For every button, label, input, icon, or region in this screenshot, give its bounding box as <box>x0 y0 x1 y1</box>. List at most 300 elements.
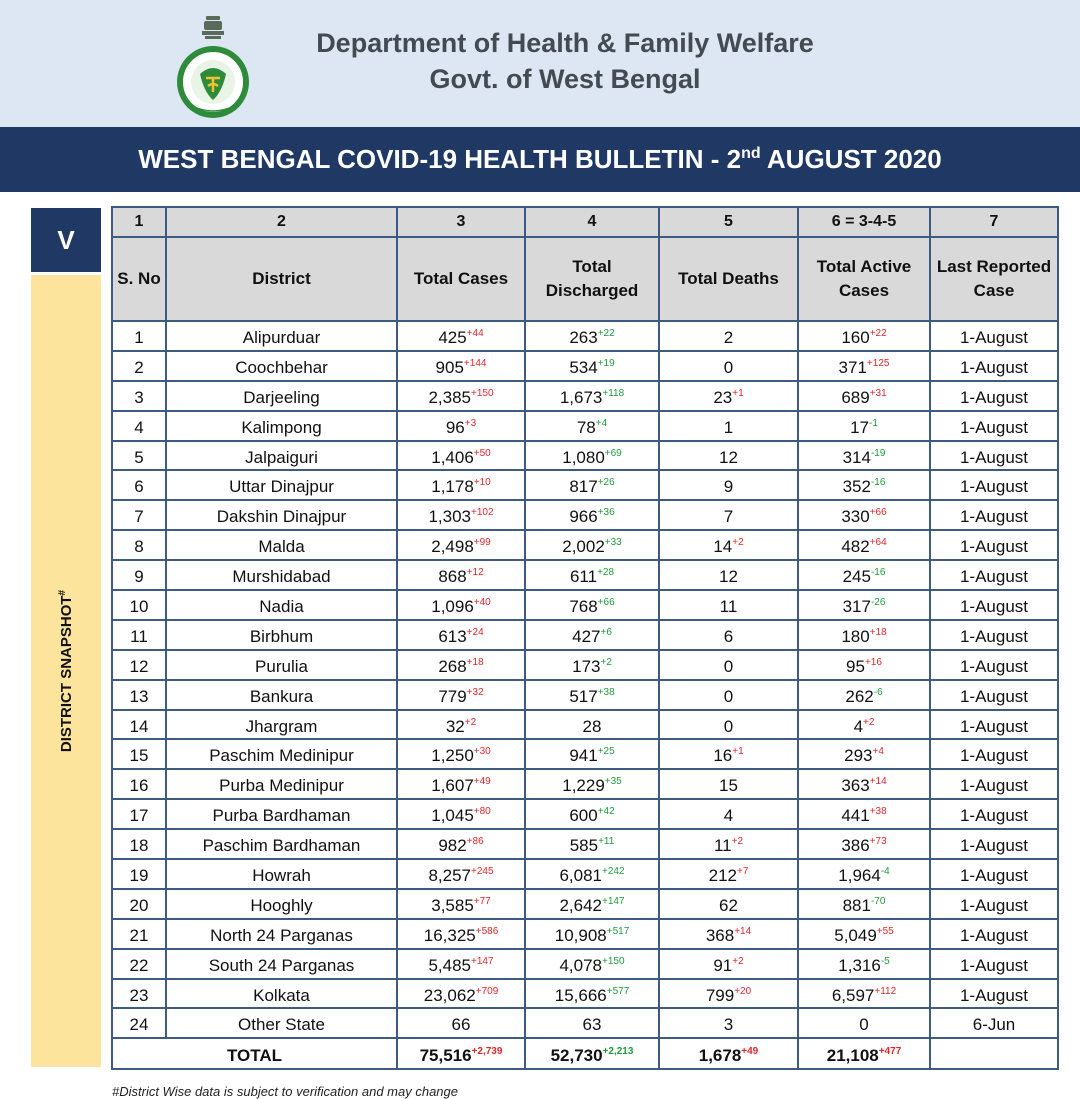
cases-cell <box>397 829 525 859</box>
district-cell: Kolkata <box>166 979 397 1009</box>
table-row <box>112 411 1058 441</box>
total-deaths-delta: +49 <box>741 1045 759 1057</box>
column-number: 5 <box>659 207 798 237</box>
discharged-cell <box>525 919 659 949</box>
table-row <box>112 381 1058 411</box>
total-cases-delta: +2,739 <box>471 1045 503 1057</box>
last-reported-cell: 1-August <box>930 321 1058 351</box>
active-cell-delta: -16 <box>870 567 886 579</box>
active-cell <box>798 1008 930 1038</box>
deaths-cell <box>659 919 798 949</box>
column-number: 1 <box>112 207 166 237</box>
sno-cell: 23 <box>112 979 166 1009</box>
discharged-cell-delta: +4 <box>595 417 608 429</box>
sno-cell: 19 <box>112 859 166 889</box>
active-cell <box>798 321 930 351</box>
cases-cell <box>397 710 525 740</box>
deaths-cell <box>659 680 798 710</box>
deaths-cell-value: 12 <box>719 447 738 467</box>
deaths-cell-value: 7 <box>723 507 734 527</box>
cases-cell-value: 1,178 <box>431 477 474 497</box>
table-row <box>112 321 1058 351</box>
discharged-cell-value: 6,081 <box>559 865 602 885</box>
table-row <box>112 979 1058 1009</box>
deaths-cell-value: 799 <box>705 985 735 1005</box>
cases-cell-delta: +3 <box>464 417 477 429</box>
discharged-cell-delta: +69 <box>604 447 622 459</box>
column-header-district: District <box>166 237 397 321</box>
last-reported-cell: 1-August <box>930 919 1058 949</box>
last-reported-cell: 1-August <box>930 949 1058 979</box>
sno-cell: 6 <box>112 470 166 500</box>
table-row <box>112 710 1058 740</box>
deaths-cell-delta: +2 <box>732 955 744 967</box>
discharged-cell-value: 63 <box>582 1015 602 1035</box>
active-cell <box>798 739 930 769</box>
last-reported-cell: 1-August <box>930 979 1058 1009</box>
table-row <box>112 530 1058 560</box>
total-active-delta: +477 <box>878 1045 902 1057</box>
discharged-cell <box>525 799 659 829</box>
active-cell <box>798 441 930 471</box>
sno-cell: 15 <box>112 739 166 769</box>
cases-cell-value: 3,585 <box>431 895 474 915</box>
discharged-cell-delta: +2 <box>600 656 612 668</box>
table-row <box>112 620 1058 650</box>
active-cell-value: 689 <box>841 387 870 407</box>
deaths-cell <box>659 1008 798 1038</box>
cases-cell-value: 1,607 <box>431 776 474 796</box>
table-row <box>112 680 1058 710</box>
column-header-total-deaths: Total Deaths <box>659 237 798 321</box>
cases-cell-delta: +99 <box>473 537 491 549</box>
table-row <box>112 560 1058 590</box>
deaths-cell-value: 15 <box>719 776 738 796</box>
last-reported-cell: 1-August <box>930 351 1058 381</box>
sno-cell: 22 <box>112 949 166 979</box>
deaths-cell <box>659 321 798 351</box>
district-cell: Kalimpong <box>166 411 397 441</box>
cases-cell <box>397 680 525 710</box>
deaths-cell <box>659 859 798 889</box>
active-cell-delta: +64 <box>869 537 887 549</box>
last-reported-cell: 6-Jun <box>930 1008 1058 1038</box>
discharged-cell <box>525 620 659 650</box>
cases-cell-delta: +86 <box>466 836 484 848</box>
government-emblem-logo <box>170 12 256 120</box>
cases-cell-value: 1,045 <box>431 806 474 826</box>
discharged-cell-value: 1,229 <box>562 776 605 796</box>
last-reported-cell: 1-August <box>930 530 1058 560</box>
column-number: 3 <box>397 207 525 237</box>
active-cell-delta: -1 <box>869 417 878 429</box>
cases-cell <box>397 321 525 351</box>
sno-cell: 10 <box>112 590 166 620</box>
active-cell <box>798 859 930 889</box>
table-body <box>112 321 1058 1069</box>
cases-cell-delta: +147 <box>471 955 494 967</box>
active-cell-delta: +66 <box>869 507 887 519</box>
cases-cell-delta: +40 <box>473 596 491 608</box>
table-row <box>112 500 1058 530</box>
total-label: TOTAL <box>112 1038 397 1069</box>
deaths-cell <box>659 799 798 829</box>
active-cell-value: 6,597 <box>831 985 875 1005</box>
deaths-cell-value: 0 <box>723 716 734 736</box>
active-cell <box>798 799 930 829</box>
active-cell <box>798 560 930 590</box>
active-cell <box>798 530 930 560</box>
sno-cell: 16 <box>112 769 166 799</box>
active-cell-delta: +112 <box>874 985 897 997</box>
discharged-cell-value: 534 <box>569 357 598 377</box>
active-cell-value: 1,964 <box>838 865 881 885</box>
district-cell: Jalpaiguri <box>166 441 397 471</box>
column-number: 7 <box>930 207 1058 237</box>
total-deaths-cell <box>659 1038 798 1069</box>
discharged-cell-delta: +33 <box>604 537 622 549</box>
cases-cell <box>397 441 525 471</box>
cases-cell-value: 1,250 <box>431 746 474 766</box>
table-row <box>112 590 1058 620</box>
discharged-cell <box>525 859 659 889</box>
discharged-cell-delta: +26 <box>597 477 615 489</box>
cases-cell-delta: +102 <box>471 507 494 519</box>
sno-cell: 1 <box>112 321 166 351</box>
column-header-row <box>112 237 1058 321</box>
table-row <box>112 470 1058 500</box>
cases-cell-value: 905 <box>435 357 464 377</box>
discharged-cell-delta: +25 <box>597 746 615 758</box>
cases-cell-delta: +80 <box>473 806 491 818</box>
active-cell-value: 160 <box>841 327 870 347</box>
discharged-cell-value: 966 <box>569 507 598 527</box>
discharged-cell-delta: +19 <box>597 357 615 369</box>
cases-cell-value: 268 <box>438 656 467 676</box>
cases-cell-value: 23,062 <box>423 985 476 1005</box>
sno-cell: 18 <box>112 829 166 859</box>
last-reported-cell: 1-August <box>930 381 1058 411</box>
discharged-cell <box>525 411 659 441</box>
sno-cell: 7 <box>112 500 166 530</box>
department-title <box>270 25 860 97</box>
column-header-sno: S. No <box>112 237 166 321</box>
cases-cell-value: 982 <box>438 836 467 856</box>
active-cell-value: 1,316 <box>838 955 881 975</box>
active-cell-delta: +14 <box>869 776 887 788</box>
active-cell-delta: +73 <box>869 836 887 848</box>
cases-cell-value: 2,385 <box>428 387 471 407</box>
discharged-cell-value: 585 <box>569 836 599 856</box>
cases-cell <box>397 859 525 889</box>
deaths-cell-value: 2 <box>723 327 734 347</box>
discharged-cell-value: 2,002 <box>562 537 605 557</box>
deaths-cell-delta: +20 <box>734 985 752 997</box>
column-header-total-active: Total Active Cases <box>798 237 930 321</box>
discharged-cell-value: 611 <box>569 567 598 587</box>
discharged-cell <box>525 590 659 620</box>
column-number: 4 <box>525 207 659 237</box>
district-cell: Other State <box>166 1008 397 1038</box>
district-cell: South 24 Parganas <box>166 949 397 979</box>
column-number: 2 <box>166 207 397 237</box>
active-cell-value: 17 <box>850 417 869 437</box>
section-label-text: DISTRICT SNAPSHOT <box>58 595 75 753</box>
sno-cell: 5 <box>112 441 166 471</box>
section-label <box>57 590 75 752</box>
discharged-cell <box>525 321 659 351</box>
active-cell-delta: +38 <box>869 806 887 818</box>
cases-cell-delta: +150 <box>471 387 494 399</box>
discharged-cell-value: 15,666 <box>554 985 607 1005</box>
district-snapshot-table <box>111 206 1059 1070</box>
active-cell-delta: +55 <box>876 925 894 937</box>
discharged-cell <box>525 829 659 859</box>
active-cell-value: 352 <box>842 477 871 497</box>
discharged-cell-value: 2,642 <box>559 895 602 915</box>
district-cell: Nadia <box>166 590 397 620</box>
deaths-cell-value: 12 <box>719 567 738 587</box>
deaths-cell-value: 62 <box>719 895 738 915</box>
deaths-cell-value: 91 <box>713 955 733 975</box>
total-discharged: 52,730 <box>550 1045 603 1065</box>
active-cell-value: 180 <box>841 626 870 646</box>
active-cell-value: 317 <box>842 596 871 616</box>
total-cases-cell <box>397 1038 525 1069</box>
cases-cell <box>397 351 525 381</box>
deaths-cell <box>659 769 798 799</box>
sno-cell: 24 <box>112 1008 166 1038</box>
table-row <box>112 441 1058 471</box>
deaths-cell-value: 14 <box>713 537 733 557</box>
cases-cell-delta: +586 <box>475 925 499 937</box>
active-cell-value: 95 <box>846 656 865 676</box>
sno-cell: 20 <box>112 889 166 919</box>
district-cell: Paschim Medinipur <box>166 739 397 769</box>
active-cell <box>798 590 930 620</box>
active-cell-value: 441 <box>841 806 870 826</box>
column-header-last-reported: Last Reported Case <box>930 237 1058 321</box>
last-reported-cell: 1-August <box>930 411 1058 441</box>
cases-cell-value: 1,303 <box>428 507 471 527</box>
discharged-cell-delta: +577 <box>606 985 630 997</box>
discharged-cell-value: 4,078 <box>559 955 602 975</box>
discharged-cell <box>525 351 659 381</box>
deaths-cell <box>659 381 798 411</box>
discharged-cell-value: 28 <box>582 716 602 736</box>
total-last-reported <box>930 1038 1058 1069</box>
active-cell-value: 262 <box>845 686 874 706</box>
district-cell: Coochbehar <box>166 351 397 381</box>
active-cell <box>798 411 930 441</box>
discharged-cell <box>525 470 659 500</box>
cases-cell-value: 16,325 <box>423 925 476 945</box>
discharged-cell <box>525 560 659 590</box>
cases-cell-value: 96 <box>445 417 465 437</box>
discharged-cell-value: 78 <box>576 417 596 437</box>
table-row <box>112 919 1058 949</box>
active-cell-value: 4 <box>853 716 864 736</box>
active-cell-delta: +31 <box>869 387 887 399</box>
deaths-cell <box>659 889 798 919</box>
active-cell <box>798 500 930 530</box>
active-cell <box>798 829 930 859</box>
active-cell-delta: +2 <box>863 716 875 728</box>
cases-cell-delta: +245 <box>471 865 494 877</box>
district-cell: Purba Bardhaman <box>166 799 397 829</box>
sno-cell: 3 <box>112 381 166 411</box>
active-cell-value: 5,049 <box>834 925 877 945</box>
active-cell <box>798 710 930 740</box>
deaths-cell-value: 1 <box>723 417 734 437</box>
column-number-row <box>112 207 1058 237</box>
cases-cell-value: 2,498 <box>431 537 474 557</box>
sno-cell: 4 <box>112 411 166 441</box>
cases-cell <box>397 799 525 829</box>
discharged-cell-value: 427 <box>572 626 601 646</box>
last-reported-cell: 1-August <box>930 889 1058 919</box>
active-cell <box>798 351 930 381</box>
active-cell <box>798 620 930 650</box>
sno-cell: 9 <box>112 560 166 590</box>
sno-cell: 8 <box>112 530 166 560</box>
table-row <box>112 650 1058 680</box>
discharged-cell <box>525 769 659 799</box>
cases-cell-value: 779 <box>438 686 467 706</box>
discharged-cell-delta: +150 <box>602 955 625 967</box>
cases-cell <box>397 590 525 620</box>
discharged-cell <box>525 949 659 979</box>
total-discharged-cell <box>525 1038 659 1069</box>
deaths-cell <box>659 979 798 1009</box>
district-cell: Howrah <box>166 859 397 889</box>
sno-cell: 2 <box>112 351 166 381</box>
discharged-cell-value: 941 <box>569 746 598 766</box>
cases-cell-delta: +50 <box>473 447 491 459</box>
district-cell: Malda <box>166 530 397 560</box>
cases-cell <box>397 470 525 500</box>
district-cell: Uttar Dinajpur <box>166 470 397 500</box>
discharged-cell-value: 1,080 <box>562 447 605 467</box>
deaths-cell-delta: +2 <box>731 836 744 848</box>
total-cases: 75,516 <box>419 1045 472 1065</box>
deaths-cell-value: 3 <box>723 1015 734 1035</box>
deaths-cell <box>659 829 798 859</box>
deaths-cell <box>659 560 798 590</box>
active-cell-delta: -5 <box>880 955 890 967</box>
discharged-cell-delta: +36 <box>597 507 615 519</box>
active-cell <box>798 769 930 799</box>
cases-cell <box>397 381 525 411</box>
cases-cell <box>397 1008 525 1038</box>
cases-cell <box>397 889 525 919</box>
district-cell: Murshidabad <box>166 560 397 590</box>
district-cell: Birbhum <box>166 620 397 650</box>
cases-cell-value: 868 <box>438 567 467 587</box>
discharged-cell-value: 817 <box>569 477 598 497</box>
cases-cell-delta: +144 <box>463 357 487 369</box>
discharged-cell-value: 10,908 <box>554 925 607 945</box>
government-name: Govt. of West Bengal <box>429 64 701 94</box>
section-label-mark: # <box>57 589 68 596</box>
deaths-cell <box>659 650 798 680</box>
active-cell <box>798 381 930 411</box>
active-cell-value: 482 <box>841 537 870 557</box>
total-active: 21,108 <box>826 1045 879 1065</box>
discharged-cell <box>525 739 659 769</box>
discharged-cell <box>525 710 659 740</box>
cases-cell <box>397 949 525 979</box>
active-cell-value: 0 <box>859 1015 869 1035</box>
cases-cell-delta: +49 <box>473 776 491 788</box>
active-cell-value: 314 <box>842 447 871 467</box>
cases-cell-value: 8,257 <box>428 865 471 885</box>
last-reported-cell: 1-August <box>930 739 1058 769</box>
deaths-cell-delta: +14 <box>734 925 752 937</box>
deaths-cell <box>659 530 798 560</box>
total-deaths: 1,678 <box>698 1045 742 1065</box>
deaths-cell <box>659 411 798 441</box>
discharged-cell-value: 600 <box>569 806 598 826</box>
active-cell-value: 293 <box>844 746 873 766</box>
cases-cell-delta: +18 <box>466 656 484 668</box>
cases-cell-delta: +24 <box>466 626 484 638</box>
discharged-cell-delta: +6 <box>600 626 612 638</box>
active-cell-delta: +4 <box>872 746 884 758</box>
discharged-cell-delta: +66 <box>597 596 615 608</box>
discharged-cell-value: 768 <box>569 596 598 616</box>
active-cell <box>798 949 930 979</box>
bulletin-title-ordinal: nd <box>741 145 761 162</box>
last-reported-cell: 1-August <box>930 650 1058 680</box>
active-cell-delta: +16 <box>864 656 882 668</box>
last-reported-cell: 1-August <box>930 441 1058 471</box>
deaths-cell-value: 11 <box>719 596 738 616</box>
column-header-total-discharged: Total Discharged <box>525 237 659 321</box>
deaths-cell-delta: +2 <box>732 537 744 549</box>
column-number: 6 = 3-4-5 <box>798 207 930 237</box>
column-header-total-cases: Total Cases <box>397 237 525 321</box>
active-cell-delta: -26 <box>870 596 886 608</box>
deaths-cell <box>659 351 798 381</box>
district-cell: Purulia <box>166 650 397 680</box>
cases-cell-delta: +30 <box>473 746 491 758</box>
deaths-cell-value: 368 <box>705 925 735 945</box>
bulletin-title-prefix: WEST BENGAL COVID-19 HEALTH BULLETIN - 2 <box>138 144 742 174</box>
last-reported-cell: 1-August <box>930 859 1058 889</box>
active-cell-value: 371 <box>838 357 867 377</box>
table-row <box>112 889 1058 919</box>
cases-cell <box>397 979 525 1009</box>
cases-cell-delta: +709 <box>475 985 499 997</box>
active-cell-delta: -19 <box>870 447 886 459</box>
deaths-cell <box>659 949 798 979</box>
active-cell <box>798 919 930 949</box>
cases-cell-value: 32 <box>445 716 465 736</box>
cases-cell <box>397 411 525 441</box>
deaths-cell-delta: +1 <box>732 387 744 399</box>
last-reported-cell: 1-August <box>930 680 1058 710</box>
deaths-cell-delta: +7 <box>736 865 749 877</box>
cases-cell-delta: +44 <box>466 327 484 339</box>
section-badge: V <box>31 208 101 272</box>
deaths-cell <box>659 470 798 500</box>
last-reported-cell: 1-August <box>930 769 1058 799</box>
sno-cell: 11 <box>112 620 166 650</box>
deaths-cell-value: 11 <box>713 836 732 856</box>
discharged-cell-value: 173 <box>572 656 601 676</box>
footnote: #District Wise data is subject to verification and may change <box>112 1084 458 1099</box>
